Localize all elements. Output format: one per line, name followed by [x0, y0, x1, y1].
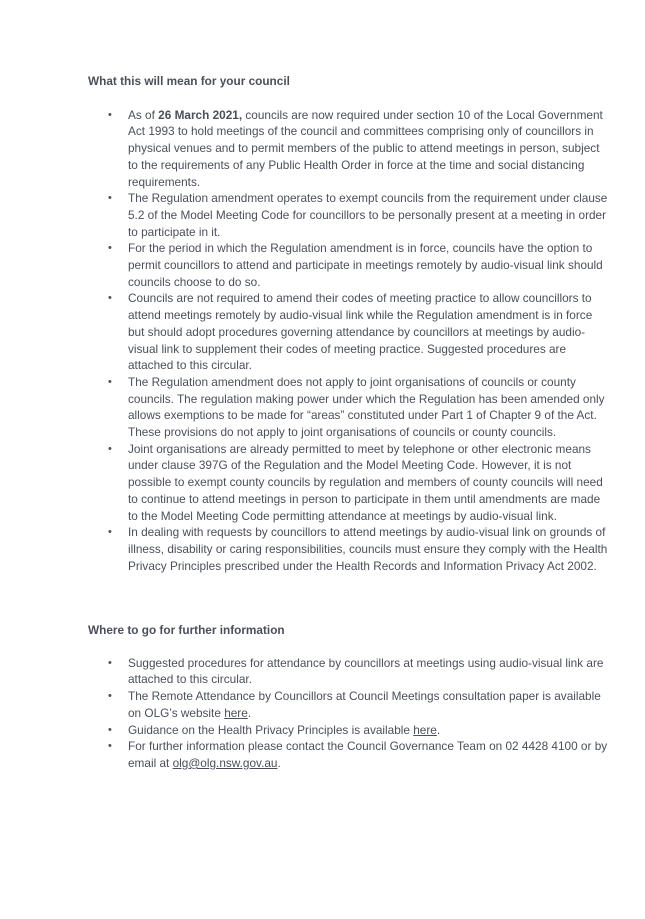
list-item: • Suggested procedures for attendance by councillors at meetings using audio-visual link are attached to this circular. [88, 655, 608, 688]
bullet-text: For further information please contact the Council Governance Team on 02 4428 4100 or by email at [128, 739, 608, 770]
bullet-list [88, 655, 608, 772]
bullet-list [88, 107, 608, 575]
bullet-text: councils are now required under section 10 of the Local Government Act 1993 to hold meetings of the council and committees comprising only of councillors in physical venues and to permit members of the public to attend meetings in person, subject to the requirements of any Public Health Order in force at the time and social distancing requirements. [128, 107, 603, 189]
list-item: • The Regulation amendment does not apply to joint organisations of councils or county councils. The regulation making power under which the Regulation has been amended only allows exemptions to be made for “areas” constituted under Part 1 of Chapter 9 of the Act. These provisions do not apply to joint organisations of councils or county councils. [88, 374, 608, 441]
list-item: • The Regulation amendment operates to exempt councils from the requirement under clause 5.2 of the Model Meeting Code for councillors to be personally present at a meeting in order to participate in it. [88, 190, 608, 240]
punctuation: . [247, 705, 252, 720]
list-item [88, 107, 608, 191]
health-privacy-link[interactable]: here [413, 722, 437, 737]
list-item [88, 722, 608, 739]
section-heading: What this will mean for your council [88, 74, 290, 88]
bullet-text: Guidance on the Health Privacy Principles is available [128, 722, 414, 737]
list-item [88, 688, 608, 721]
email-link[interactable]: olg@olg.nsw.gov.au [172, 755, 278, 770]
section-council-impact [88, 73, 608, 574]
bullet-text: The Remote Attendance by Councillors at Council Meetings consultation paper is available on OLG’s website [128, 689, 601, 720]
punctuation: . [436, 722, 441, 737]
bold-date: 26 March 2021, [158, 107, 243, 122]
punctuation: . [277, 755, 281, 770]
list-item: • In dealing with requests by councillors to attend meetings by audio-visual link on grounds of illness, disability or caring responsibilities, councils must ensure they comply with the Health Privacy Principles prescribed under the Health Records and Information Privacy Act 2002. [88, 524, 608, 574]
section-heading: Where to go for further information [88, 623, 285, 637]
consultation-paper-link[interactable]: here [224, 705, 248, 720]
list-item: • For the period in which the Regulation amendment is in force, councils have the option to permit councillors to attend and participate in meetings remotely by audio-visual link should councils choose to do so. [88, 240, 608, 290]
list-item [88, 738, 608, 771]
section-further-information [88, 622, 608, 772]
bullet-text: As of [128, 107, 159, 122]
list-item: • Joint organisations are already permitted to meet by telephone or other electronic means under clause 397G of the Regulation and the Model Meeting Code. However, it is not possible to exempt county councils by regulation and members of county councils will need to continue to attend meetings in person to participate in them until amendments are made to the Model Meeting Code permitting attendance at meetings by audio-visual link. [88, 441, 608, 525]
list-item: • Councils are not required to amend their codes of meeting practice to allow councillors to attend meetings remotely by audio-visual link while the Regulation amendment is in force but should adopt procedures governing attendance by councillors at meetings by audio-visual link to supplement their codes of meeting practice. Suggested procedures are attached to this circular. [88, 290, 608, 374]
